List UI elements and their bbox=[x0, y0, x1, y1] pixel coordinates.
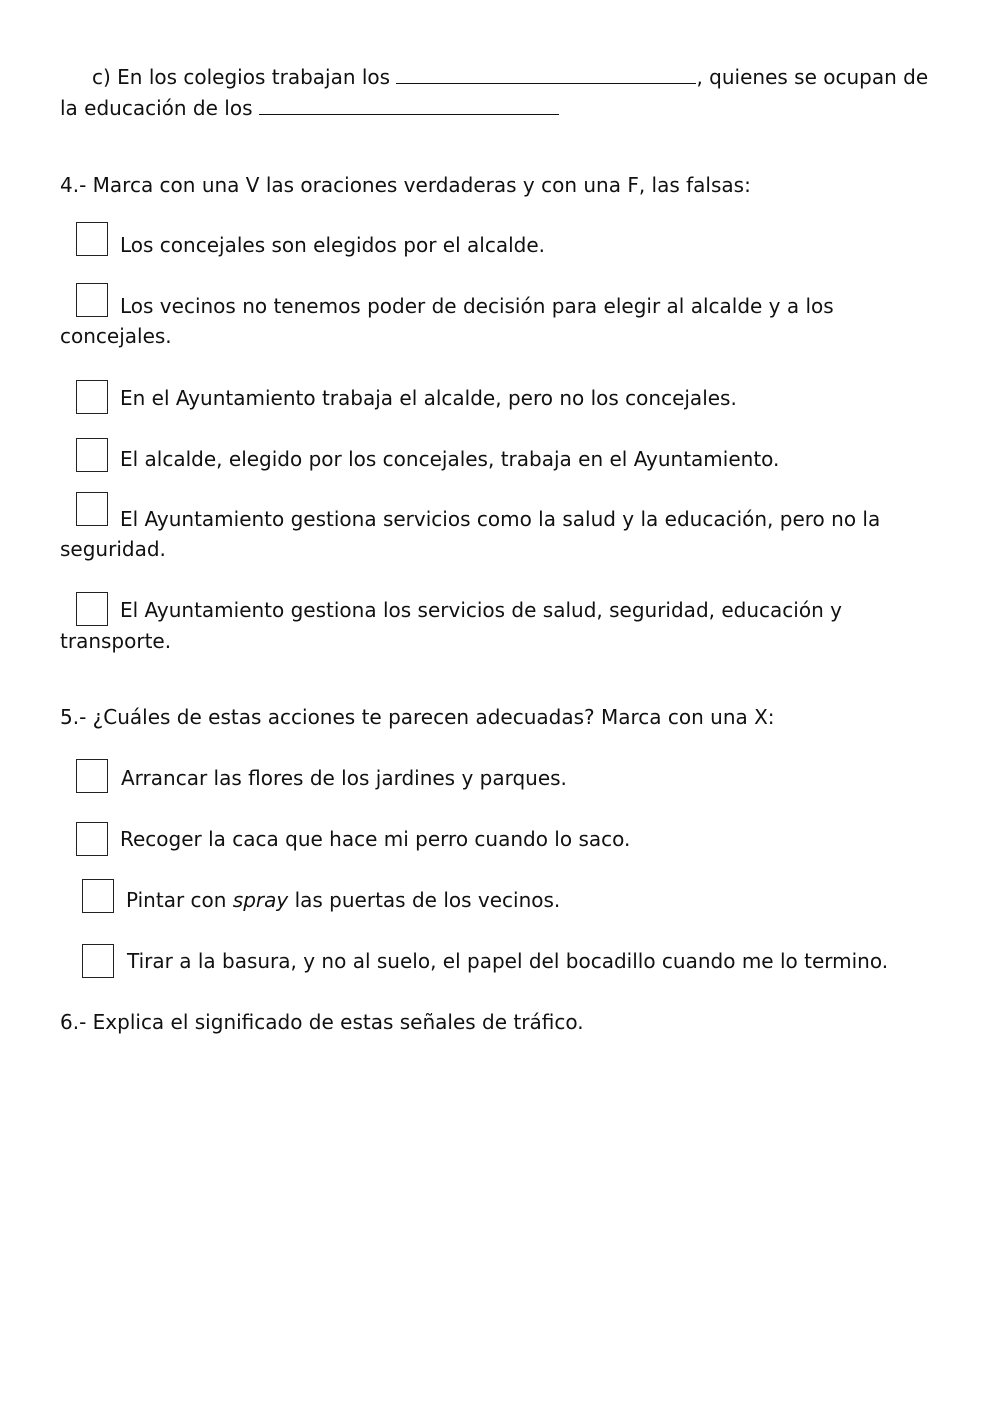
q4-checkbox-4[interactable] bbox=[76, 438, 108, 472]
q4-checkbox-5[interactable] bbox=[76, 492, 108, 526]
q5-item-3: Pintar con spray las puertas de los vecinos. bbox=[126, 888, 561, 912]
q4-heading: 4.- Marca con una V las oraciones verdaderas y con una F, las falsas: bbox=[60, 173, 751, 197]
q5-item-1: Arrancar las flores de los jardines y parques. bbox=[121, 766, 567, 790]
q4-checkbox-3[interactable] bbox=[76, 380, 108, 414]
q5-checkbox-1[interactable] bbox=[76, 759, 108, 793]
q4-item-1: Los concejales son elegidos por el alcalde. bbox=[120, 233, 545, 257]
q4-item-6-cont: transporte. bbox=[60, 629, 172, 653]
q4-checkbox-1[interactable] bbox=[76, 222, 108, 256]
q4-item-5: El Ayuntamiento gestiona servicios como la salud y la educación, pero no la bbox=[120, 507, 881, 531]
q5-checkbox-3[interactable] bbox=[82, 879, 114, 913]
q5-item-4: Tirar a la basura, y no al suelo, el papel del bocadillo cuando me lo termino. bbox=[127, 949, 889, 973]
answer-blank-1[interactable] bbox=[396, 63, 696, 84]
q5-checkbox-2[interactable] bbox=[76, 822, 108, 856]
q4-item-3: En el Ayuntamiento trabaja el alcalde, pero no los concejales. bbox=[120, 386, 737, 410]
q5-heading: 5.- ¿Cuáles de estas acciones te parecen adecuadas? Marca con una X: bbox=[60, 705, 775, 729]
section-c-line2: la educación de los bbox=[60, 93, 559, 123]
q4-checkbox-6[interactable] bbox=[76, 592, 108, 626]
q4-item-4: El alcalde, elegido por los concejales, trabaja en el Ayuntamiento. bbox=[120, 447, 780, 471]
q4-item-6: El Ayuntamiento gestiona los servicios de salud, seguridad, educación y bbox=[120, 598, 842, 622]
q6-heading: 6.- Explica el significado de estas señales de tráfico. bbox=[60, 1010, 584, 1034]
q4-item-5-cont: seguridad. bbox=[60, 537, 166, 561]
q4-item-2-cont: concejales. bbox=[60, 324, 172, 348]
answer-blank-2[interactable] bbox=[259, 94, 559, 115]
q5-item-2: Recoger la caca que hace mi perro cuando lo saco. bbox=[120, 827, 631, 851]
q4-checkbox-2[interactable] bbox=[76, 283, 108, 317]
section-c-line1: c) En los colegios trabajan los , quienes se ocupan de bbox=[92, 65, 929, 89]
q4-item-2: Los vecinos no tenemos poder de decisión para elegir al alcalde y a los bbox=[120, 294, 834, 318]
q5-checkbox-4[interactable] bbox=[82, 944, 114, 978]
